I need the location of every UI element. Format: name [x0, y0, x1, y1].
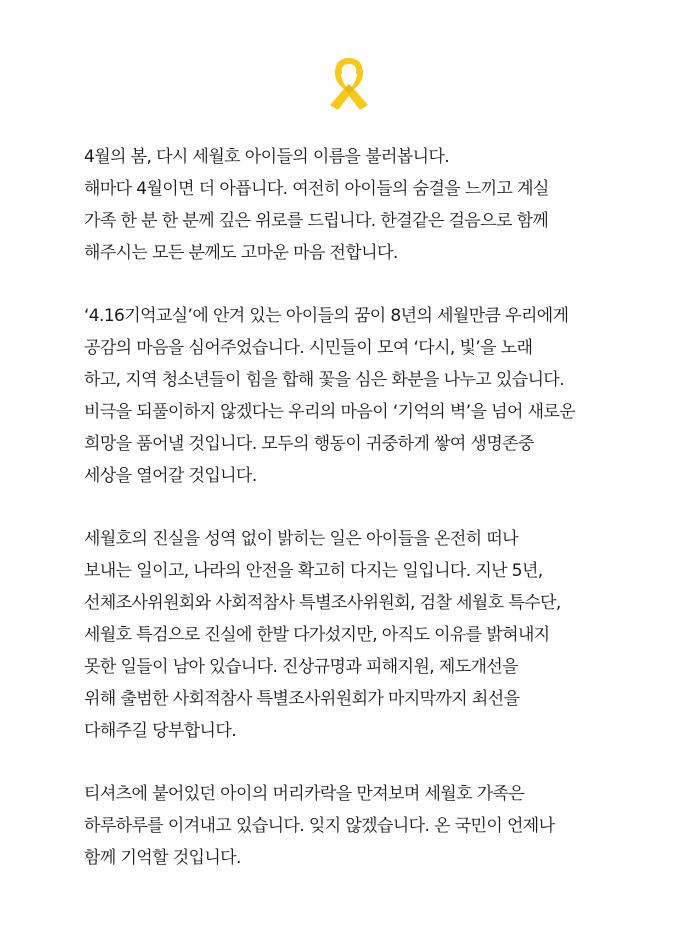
text-line: 함께 기억할 것입니다. — [84, 848, 241, 868]
text-line: 못한 일들이 남아 있습니다. 진상규명과 피해지원, 제도개선을 — [84, 657, 518, 677]
yellow-ribbon-icon — [326, 56, 372, 112]
text-line: 해주시는 모든 분께도 고마운 마음 전합니다. — [84, 243, 398, 263]
text-line: 비극을 되풀이하지 않겠다는 우리의 마음이 ‘기억의 벽’을 넘어 새로운 — [84, 402, 576, 422]
paragraph-1 — [84, 141, 624, 269]
text-line: 세월호 특검으로 진실에 한발 다가섰지만, 아직도 이유를 밝혀내지 — [84, 625, 550, 645]
text-line: 하루하루를 이겨내고 있습니다. 잊지 않겠습니다. 온 국민이 언제나 — [84, 816, 555, 836]
text-line: 하고, 지역 청소년들이 힘을 합해 꽃을 심은 화분을 나누고 있습니다. — [84, 370, 565, 390]
yellow-ribbon-graphic — [326, 56, 372, 112]
text-line: 해마다 4월이면 더 아픕니다. 여전히 아이들의 숨결을 느끼고 계실 — [84, 179, 549, 199]
text-line: 공감의 마음을 심어주었습니다. 시민들이 모여 ‘다시, 빛’을 노래 — [84, 338, 533, 358]
text-line: 4월의 봄, 다시 세월호 아이들의 이름을 불러봅니다. — [84, 147, 450, 167]
paragraph-4 — [84, 778, 624, 874]
text-line: 위해 출범한 사회적참사 특별조사위원회가 마지막까지 최선을 — [84, 689, 520, 709]
paragraph-3 — [84, 523, 624, 747]
text-line: 선체조사위원회와 사회적참사 특별조사위원회, 검찰 세월호 특수단, — [84, 593, 561, 613]
text-line: 보내는 일이고, 나라의 안전을 확고히 다지는 일입니다. 지난 5년, — [84, 561, 543, 581]
text-line: 희망을 품어낼 것입니다. 모두의 행동이 귀중하게 쌓여 생명존중 — [84, 434, 534, 454]
text-line: ‘4.16기억교실’에 안겨 있는 아이들의 꿈이 8년의 세월만큼 우리에게 — [84, 306, 569, 326]
text-line: 가족 한 분 한 분께 깊은 위로를 드립니다. 한결같은 걸음으로 함께 — [84, 211, 549, 231]
text-line: 세상을 열어갈 것입니다. — [84, 466, 257, 486]
letter-body — [84, 141, 624, 905]
text-line: 티셔츠에 붙어있던 아이의 머리카락을 만져보며 세월호 가족은 — [84, 784, 525, 804]
paragraph-2 — [84, 300, 624, 492]
text-line: 세월호의 진실을 성역 없이 밝히는 일은 아이들을 온전히 떠나 — [84, 529, 518, 549]
text-line: 다해주길 당부합니다. — [84, 721, 237, 741]
